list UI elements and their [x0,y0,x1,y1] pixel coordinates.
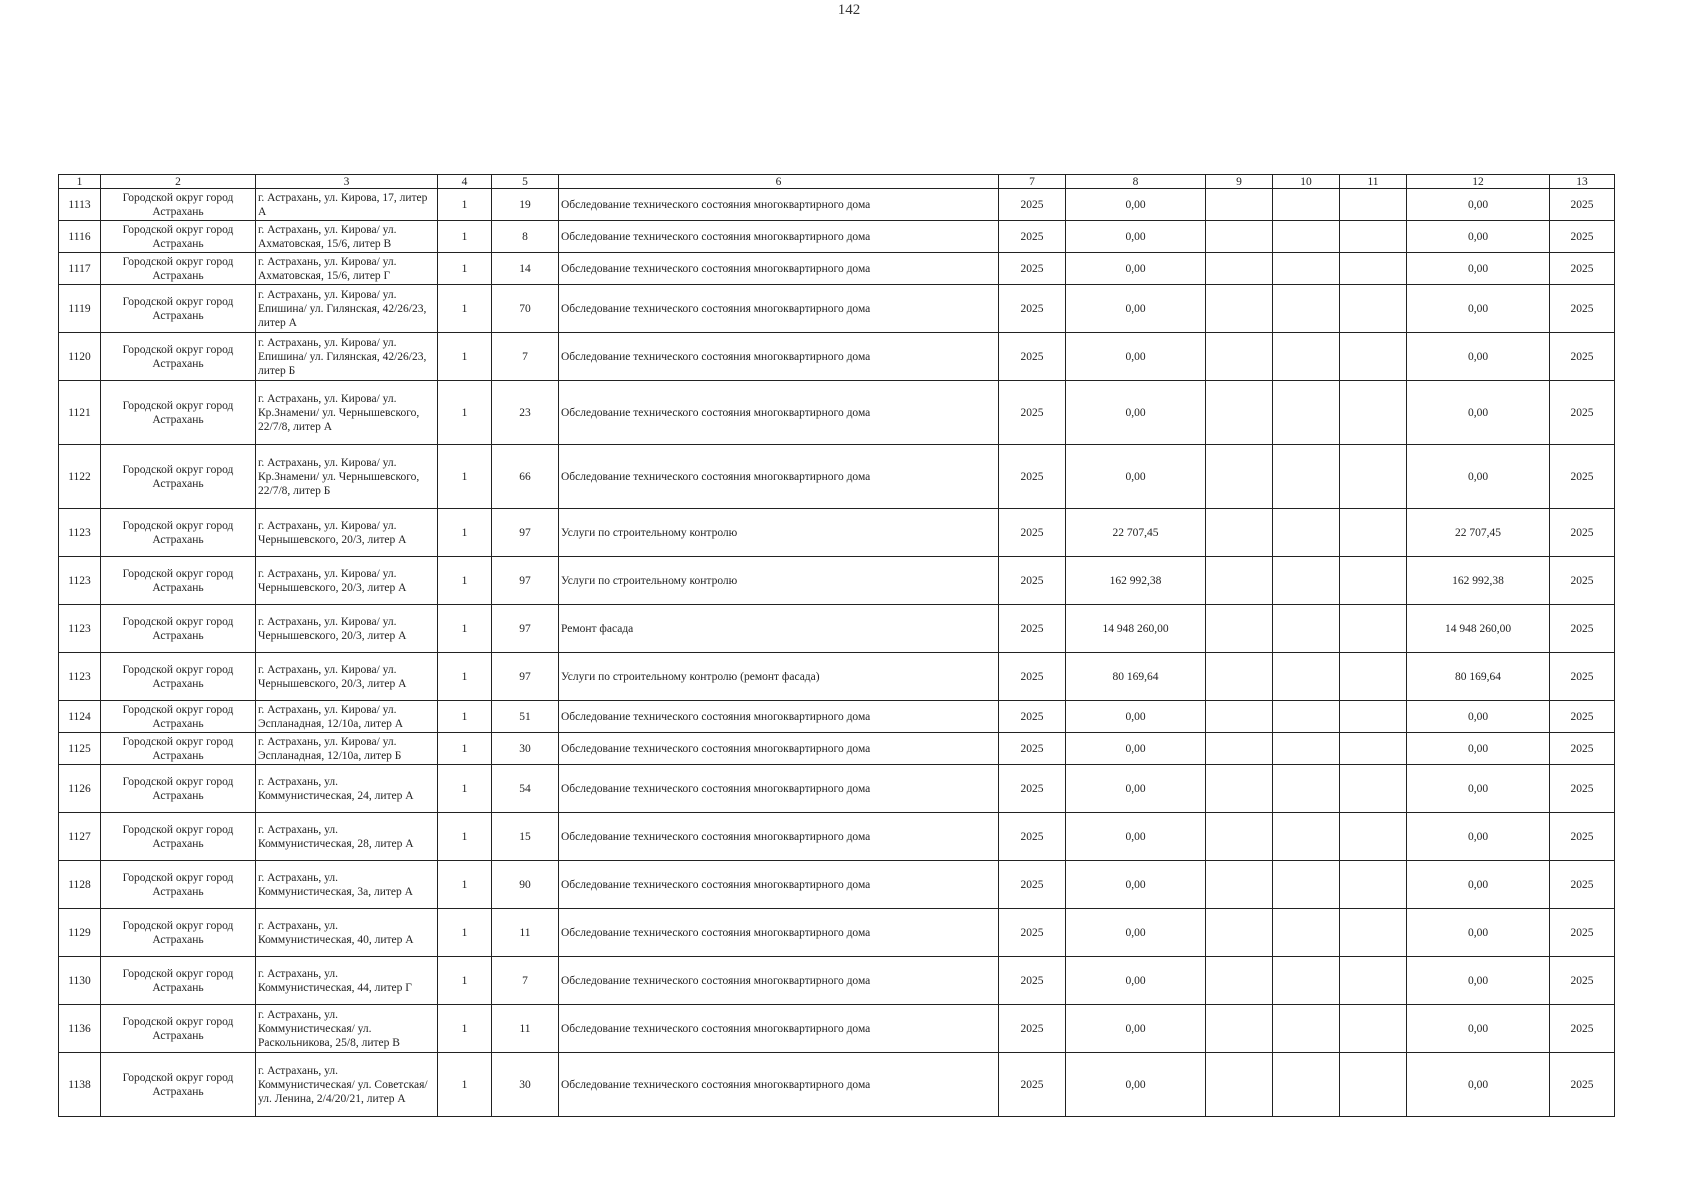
address-cell: г. Астрахань, ул. Коммунистическая/ ул. Раскольникова, 25/8, литер В [256,1005,438,1053]
col9-cell [1206,189,1273,221]
district-cell: Городской округ город Астрахань [101,813,256,861]
col10-cell [1273,765,1340,813]
col5-cell: 90 [492,861,559,909]
col12-cost-cell: 0,00 [1407,445,1550,509]
col9-cell [1206,957,1273,1005]
table-row [59,813,1615,861]
col13-year-cell: 2025 [1550,1005,1615,1053]
col13-year-cell: 2025 [1550,957,1615,1005]
cost-cell: 0,00 [1066,1053,1206,1117]
column-header: 12 [1407,175,1550,189]
col11-cell [1340,957,1407,1005]
col11-cell [1340,813,1407,861]
col4-cell: 1 [438,733,492,765]
cost-cell: 0,00 [1066,861,1206,909]
district-cell: Городской округ город Астрахань [101,605,256,653]
col13-year-cell: 2025 [1550,221,1615,253]
col13-year-cell: 2025 [1550,765,1615,813]
col5-cell: 23 [492,381,559,445]
address-cell: г. Астрахань, ул. Кирова/ ул. Ахматовская, 15/6, литер В [256,221,438,253]
col9-cell [1206,445,1273,509]
col4-cell: 1 [438,557,492,605]
row-number: 1122 [59,445,101,509]
col10-cell [1273,1005,1340,1053]
address-cell: г. Астрахань, ул. Кирова/ ул. Чернышевского, 20/3, литер А [256,557,438,605]
year-cell: 2025 [999,381,1066,445]
table-row [59,957,1615,1005]
col12-cost-cell: 0,00 [1407,381,1550,445]
col13-year-cell: 2025 [1550,189,1615,221]
district-cell: Городской округ город Астрахань [101,557,256,605]
col11-cell [1340,509,1407,557]
col5-cell: 11 [492,1005,559,1053]
cost-cell: 0,00 [1066,189,1206,221]
col5-cell: 19 [492,189,559,221]
col5-cell: 97 [492,557,559,605]
table-row [59,221,1615,253]
col9-cell [1206,1005,1273,1053]
col5-cell: 54 [492,765,559,813]
col12-cost-cell: 80 169,64 [1407,653,1550,701]
row-number: 1123 [59,653,101,701]
work-type-cell: Обследование технического состояния многоквартирного дома [559,1053,999,1117]
address-cell: г. Астрахань, ул. Кирова, 17, литер А [256,189,438,221]
col11-cell [1340,1053,1407,1117]
district-cell: Городской округ город Астрахань [101,333,256,381]
col11-cell [1340,253,1407,285]
address-cell: г. Астрахань, ул. Кирова/ ул. Кр.Знамени/ ул. Чернышевского, 22/7/8, литер Б [256,445,438,509]
row-number: 1128 [59,861,101,909]
year-cell: 2025 [999,221,1066,253]
col12-cost-cell: 0,00 [1407,1005,1550,1053]
col11-cell [1340,557,1407,605]
row-number: 1136 [59,1005,101,1053]
work-type-cell: Обследование технического состояния многоквартирного дома [559,765,999,813]
column-header: 10 [1273,175,1340,189]
col4-cell: 1 [438,653,492,701]
col12-cost-cell: 0,00 [1407,957,1550,1005]
address-cell: г. Астрахань, ул. Коммунистическая, 40, литер А [256,909,438,957]
row-number: 1138 [59,1053,101,1117]
cost-cell: 0,00 [1066,765,1206,813]
col10-cell [1273,445,1340,509]
col9-cell [1206,253,1273,285]
address-cell: г. Астрахань, ул. Кирова/ ул. Чернышевского, 20/3, литер А [256,653,438,701]
table-row [59,861,1615,909]
cost-cell: 0,00 [1066,285,1206,333]
col10-cell [1273,381,1340,445]
col9-cell [1206,557,1273,605]
table-row [59,381,1615,445]
column-header: 2 [101,175,256,189]
cost-cell: 162 992,38 [1066,557,1206,605]
district-cell: Городской округ город Астрахань [101,381,256,445]
col9-cell [1206,733,1273,765]
col4-cell: 1 [438,333,492,381]
col10-cell [1273,285,1340,333]
col5-cell: 7 [492,333,559,381]
year-cell: 2025 [999,653,1066,701]
col4-cell: 1 [438,253,492,285]
table-row [59,253,1615,285]
col5-cell: 97 [492,509,559,557]
address-cell: г. Астрахань, ул. Кирова/ ул. Кр.Знамени/ ул. Чернышевского, 22/7/8, литер А [256,381,438,445]
col5-cell: 97 [492,605,559,653]
col9-cell [1206,813,1273,861]
year-cell: 2025 [999,813,1066,861]
work-type-cell: Обследование технического состояния многоквартирного дома [559,333,999,381]
col4-cell: 1 [438,861,492,909]
year-cell: 2025 [999,701,1066,733]
col12-cost-cell: 162 992,38 [1407,557,1550,605]
column-header: 6 [559,175,999,189]
district-cell: Городской округ город Астрахань [101,957,256,1005]
year-cell: 2025 [999,733,1066,765]
table-row [59,653,1615,701]
col12-cost-cell: 0,00 [1407,765,1550,813]
year-cell: 2025 [999,909,1066,957]
row-number: 1123 [59,557,101,605]
col10-cell [1273,733,1340,765]
row-number: 1129 [59,909,101,957]
col12-cost-cell: 0,00 [1407,1053,1550,1117]
col4-cell: 1 [438,285,492,333]
work-type-cell: Обследование технического состояния многоквартирного дома [559,701,999,733]
cost-cell: 14 948 260,00 [1066,605,1206,653]
address-cell: г. Астрахань, ул. Коммунистическая, 3а, литер А [256,861,438,909]
col10-cell [1273,957,1340,1005]
district-cell: Городской округ город Астрахань [101,1053,256,1117]
col11-cell [1340,333,1407,381]
col5-cell: 70 [492,285,559,333]
col13-year-cell: 2025 [1550,557,1615,605]
col9-cell [1206,909,1273,957]
year-cell: 2025 [999,333,1066,381]
col5-cell: 14 [492,253,559,285]
table-row [59,1005,1615,1053]
col10-cell [1273,333,1340,381]
col13-year-cell: 2025 [1550,605,1615,653]
district-cell: Городской округ город Астрахань [101,285,256,333]
district-cell: Городской округ город Астрахань [101,445,256,509]
address-cell: г. Астрахань, ул. Коммунистическая, 44, литер Г [256,957,438,1005]
cost-cell: 0,00 [1066,1005,1206,1053]
col10-cell [1273,1053,1340,1117]
address-cell: г. Астрахань, ул. Коммунистическая/ ул. Советская/ ул. Ленина, 2/4/20/21, литер А [256,1053,438,1117]
year-cell: 2025 [999,445,1066,509]
row-number: 1113 [59,189,101,221]
table-row [59,765,1615,813]
work-type-cell: Обследование технического состояния многоквартирного дома [559,445,999,509]
work-type-cell: Обследование технического состояния многоквартирного дома [559,909,999,957]
year-cell: 2025 [999,1053,1066,1117]
col4-cell: 1 [438,957,492,1005]
col11-cell [1340,381,1407,445]
col13-year-cell: 2025 [1550,909,1615,957]
col4-cell: 1 [438,1053,492,1117]
col13-year-cell: 2025 [1550,285,1615,333]
col5-cell: 30 [492,733,559,765]
row-number: 1127 [59,813,101,861]
cost-cell: 0,00 [1066,957,1206,1005]
cost-cell: 0,00 [1066,445,1206,509]
district-cell: Городской округ город Астрахань [101,509,256,557]
col13-year-cell: 2025 [1550,653,1615,701]
col10-cell [1273,909,1340,957]
row-number: 1126 [59,765,101,813]
column-header: 13 [1550,175,1615,189]
page-number: 142 [837,2,861,18]
work-type-cell: Обследование технического состояния многоквартирного дома [559,189,999,221]
work-type-cell: Обследование технического состояния многоквартирного дома [559,861,999,909]
row-number: 1117 [59,253,101,285]
col9-cell [1206,765,1273,813]
work-type-cell: Услуги по строительному контролю (ремонт фасада) [559,653,999,701]
year-cell: 2025 [999,765,1066,813]
col5-cell: 66 [492,445,559,509]
table-row [59,445,1615,509]
table-row [59,333,1615,381]
table-row [59,733,1615,765]
col5-cell: 15 [492,813,559,861]
year-cell: 2025 [999,861,1066,909]
address-cell: г. Астрахань, ул. Кирова/ ул. Ахматовская, 15/6, литер Г [256,253,438,285]
cost-cell: 0,00 [1066,333,1206,381]
col12-cost-cell: 0,00 [1407,861,1550,909]
row-number: 1130 [59,957,101,1005]
address-cell: г. Астрахань, ул. Коммунистическая, 24, литер А [256,765,438,813]
row-number: 1125 [59,733,101,765]
col12-cost-cell: 0,00 [1407,701,1550,733]
work-type-cell: Обследование технического состояния многоквартирного дома [559,733,999,765]
col12-cost-cell: 0,00 [1407,333,1550,381]
col12-cost-cell: 0,00 [1407,221,1550,253]
col5-cell: 7 [492,957,559,1005]
work-type-cell: Обследование технического состояния многоквартирного дома [559,813,999,861]
work-type-cell: Обследование технического состояния многоквартирного дома [559,957,999,1005]
work-type-cell: Обследование технического состояния многоквартирного дома [559,221,999,253]
col11-cell [1340,701,1407,733]
col4-cell: 1 [438,189,492,221]
col5-cell: 51 [492,701,559,733]
table-row [59,285,1615,333]
col10-cell [1273,189,1340,221]
col13-year-cell: 2025 [1550,333,1615,381]
col10-cell [1273,509,1340,557]
col10-cell [1273,221,1340,253]
address-cell: г. Астрахань, ул. Кирова/ ул. Чернышевского, 20/3, литер А [256,605,438,653]
col13-year-cell: 2025 [1550,733,1615,765]
district-cell: Городской округ город Астрахань [101,909,256,957]
table-row [59,909,1615,957]
col11-cell [1340,1005,1407,1053]
district-cell: Городской округ город Астрахань [101,189,256,221]
col12-cost-cell: 0,00 [1407,733,1550,765]
work-type-cell: Услуги по строительному контролю [559,557,999,605]
table-body [59,189,1615,1117]
col10-cell [1273,605,1340,653]
col13-year-cell: 2025 [1550,1053,1615,1117]
col11-cell [1340,909,1407,957]
col9-cell [1206,221,1273,253]
col12-cost-cell: 14 948 260,00 [1407,605,1550,653]
col11-cell [1340,285,1407,333]
col12-cost-cell: 0,00 [1407,285,1550,333]
table-row [59,605,1615,653]
col11-cell [1340,445,1407,509]
row-number: 1124 [59,701,101,733]
work-type-cell: Обследование технического состояния многоквартирного дома [559,1005,999,1053]
address-cell: г. Астрахань, ул. Кирова/ ул. Епишина/ ул. Гилянская, 42/26/23, литер Б [256,333,438,381]
year-cell: 2025 [999,253,1066,285]
col11-cell [1340,189,1407,221]
year-cell: 2025 [999,957,1066,1005]
cost-cell: 0,00 [1066,733,1206,765]
col13-year-cell: 2025 [1550,861,1615,909]
col10-cell [1273,653,1340,701]
col13-year-cell: 2025 [1550,813,1615,861]
col9-cell [1206,333,1273,381]
year-cell: 2025 [999,557,1066,605]
row-number: 1116 [59,221,101,253]
district-cell: Городской округ город Астрахань [101,1005,256,1053]
work-type-cell: Услуги по строительному контролю [559,509,999,557]
column-header: 3 [256,175,438,189]
col11-cell [1340,653,1407,701]
row-number: 1120 [59,333,101,381]
year-cell: 2025 [999,1005,1066,1053]
column-header: 9 [1206,175,1273,189]
district-cell: Городской округ город Астрахань [101,765,256,813]
col12-cost-cell: 0,00 [1407,813,1550,861]
col4-cell: 1 [438,701,492,733]
col10-cell [1273,813,1340,861]
work-type-cell: Обследование технического состояния многоквартирного дома [559,253,999,285]
column-header: 4 [438,175,492,189]
col9-cell [1206,701,1273,733]
work-type-cell: Обследование технического состояния многоквартирного дома [559,285,999,333]
table-row [59,701,1615,733]
col4-cell: 1 [438,909,492,957]
address-cell: г. Астрахань, ул. Коммунистическая, 28, литер А [256,813,438,861]
col5-cell: 97 [492,653,559,701]
col9-cell [1206,861,1273,909]
col4-cell: 1 [438,221,492,253]
row-number: 1119 [59,285,101,333]
cost-cell: 22 707,45 [1066,509,1206,557]
col9-cell [1206,381,1273,445]
col4-cell: 1 [438,813,492,861]
col9-cell [1206,653,1273,701]
address-cell: г. Астрахань, ул. Кирова/ ул. Эспланадная, 12/10а, литер Б [256,733,438,765]
district-cell: Городской округ город Астрахань [101,253,256,285]
cost-cell: 0,00 [1066,253,1206,285]
column-header: 7 [999,175,1066,189]
address-cell: г. Астрахань, ул. Кирова/ ул. Епишина/ ул. Гилянская, 42/26/23, литер А [256,285,438,333]
table-row [59,1053,1615,1117]
district-cell: Городской округ город Астрахань [101,733,256,765]
col10-cell [1273,861,1340,909]
col11-cell [1340,221,1407,253]
cost-cell: 0,00 [1066,701,1206,733]
col12-cost-cell: 0,00 [1407,253,1550,285]
col12-cost-cell: 0,00 [1407,909,1550,957]
col4-cell: 1 [438,381,492,445]
cost-cell: 80 169,64 [1066,653,1206,701]
col13-year-cell: 2025 [1550,381,1615,445]
year-cell: 2025 [999,509,1066,557]
col11-cell [1340,733,1407,765]
col12-cost-cell: 22 707,45 [1407,509,1550,557]
col4-cell: 1 [438,445,492,509]
col5-cell: 8 [492,221,559,253]
table-row [59,509,1615,557]
work-type-cell: Обследование технического состояния многоквартирного дома [559,381,999,445]
col13-year-cell: 2025 [1550,701,1615,733]
row-number: 1123 [59,509,101,557]
district-cell: Городской округ город Астрахань [101,701,256,733]
col4-cell: 1 [438,1005,492,1053]
col4-cell: 1 [438,509,492,557]
col10-cell [1273,701,1340,733]
register-table [58,174,1615,1117]
col4-cell: 1 [438,605,492,653]
col11-cell [1340,765,1407,813]
work-type-cell: Ремонт фасада [559,605,999,653]
table-row [59,557,1615,605]
district-cell: Городской округ город Астрахань [101,861,256,909]
cost-cell: 0,00 [1066,813,1206,861]
col9-cell [1206,605,1273,653]
col13-year-cell: 2025 [1550,445,1615,509]
year-cell: 2025 [999,189,1066,221]
address-cell: г. Астрахань, ул. Кирова/ ул. Эспланадная, 12/10а, литер А [256,701,438,733]
column-header: 1 [59,175,101,189]
district-cell: Городской округ город Астрахань [101,221,256,253]
col11-cell [1340,605,1407,653]
col4-cell: 1 [438,765,492,813]
cost-cell: 0,00 [1066,381,1206,445]
header-row [59,175,1615,189]
col10-cell [1273,253,1340,285]
col5-cell: 30 [492,1053,559,1117]
district-cell: Городской округ город Астрахань [101,653,256,701]
table-row [59,189,1615,221]
address-cell: г. Астрахань, ул. Кирова/ ул. Чернышевского, 20/3, литер А [256,509,438,557]
year-cell: 2025 [999,285,1066,333]
column-header: 11 [1340,175,1407,189]
column-header: 5 [492,175,559,189]
col11-cell [1340,861,1407,909]
col9-cell [1206,285,1273,333]
col12-cost-cell: 0,00 [1407,189,1550,221]
cost-cell: 0,00 [1066,221,1206,253]
col5-cell: 11 [492,909,559,957]
col9-cell [1206,1053,1273,1117]
column-header: 8 [1066,175,1206,189]
row-number: 1121 [59,381,101,445]
col13-year-cell: 2025 [1550,253,1615,285]
col13-year-cell: 2025 [1550,509,1615,557]
year-cell: 2025 [999,605,1066,653]
col10-cell [1273,557,1340,605]
cost-cell: 0,00 [1066,909,1206,957]
row-number: 1123 [59,605,101,653]
col9-cell [1206,509,1273,557]
